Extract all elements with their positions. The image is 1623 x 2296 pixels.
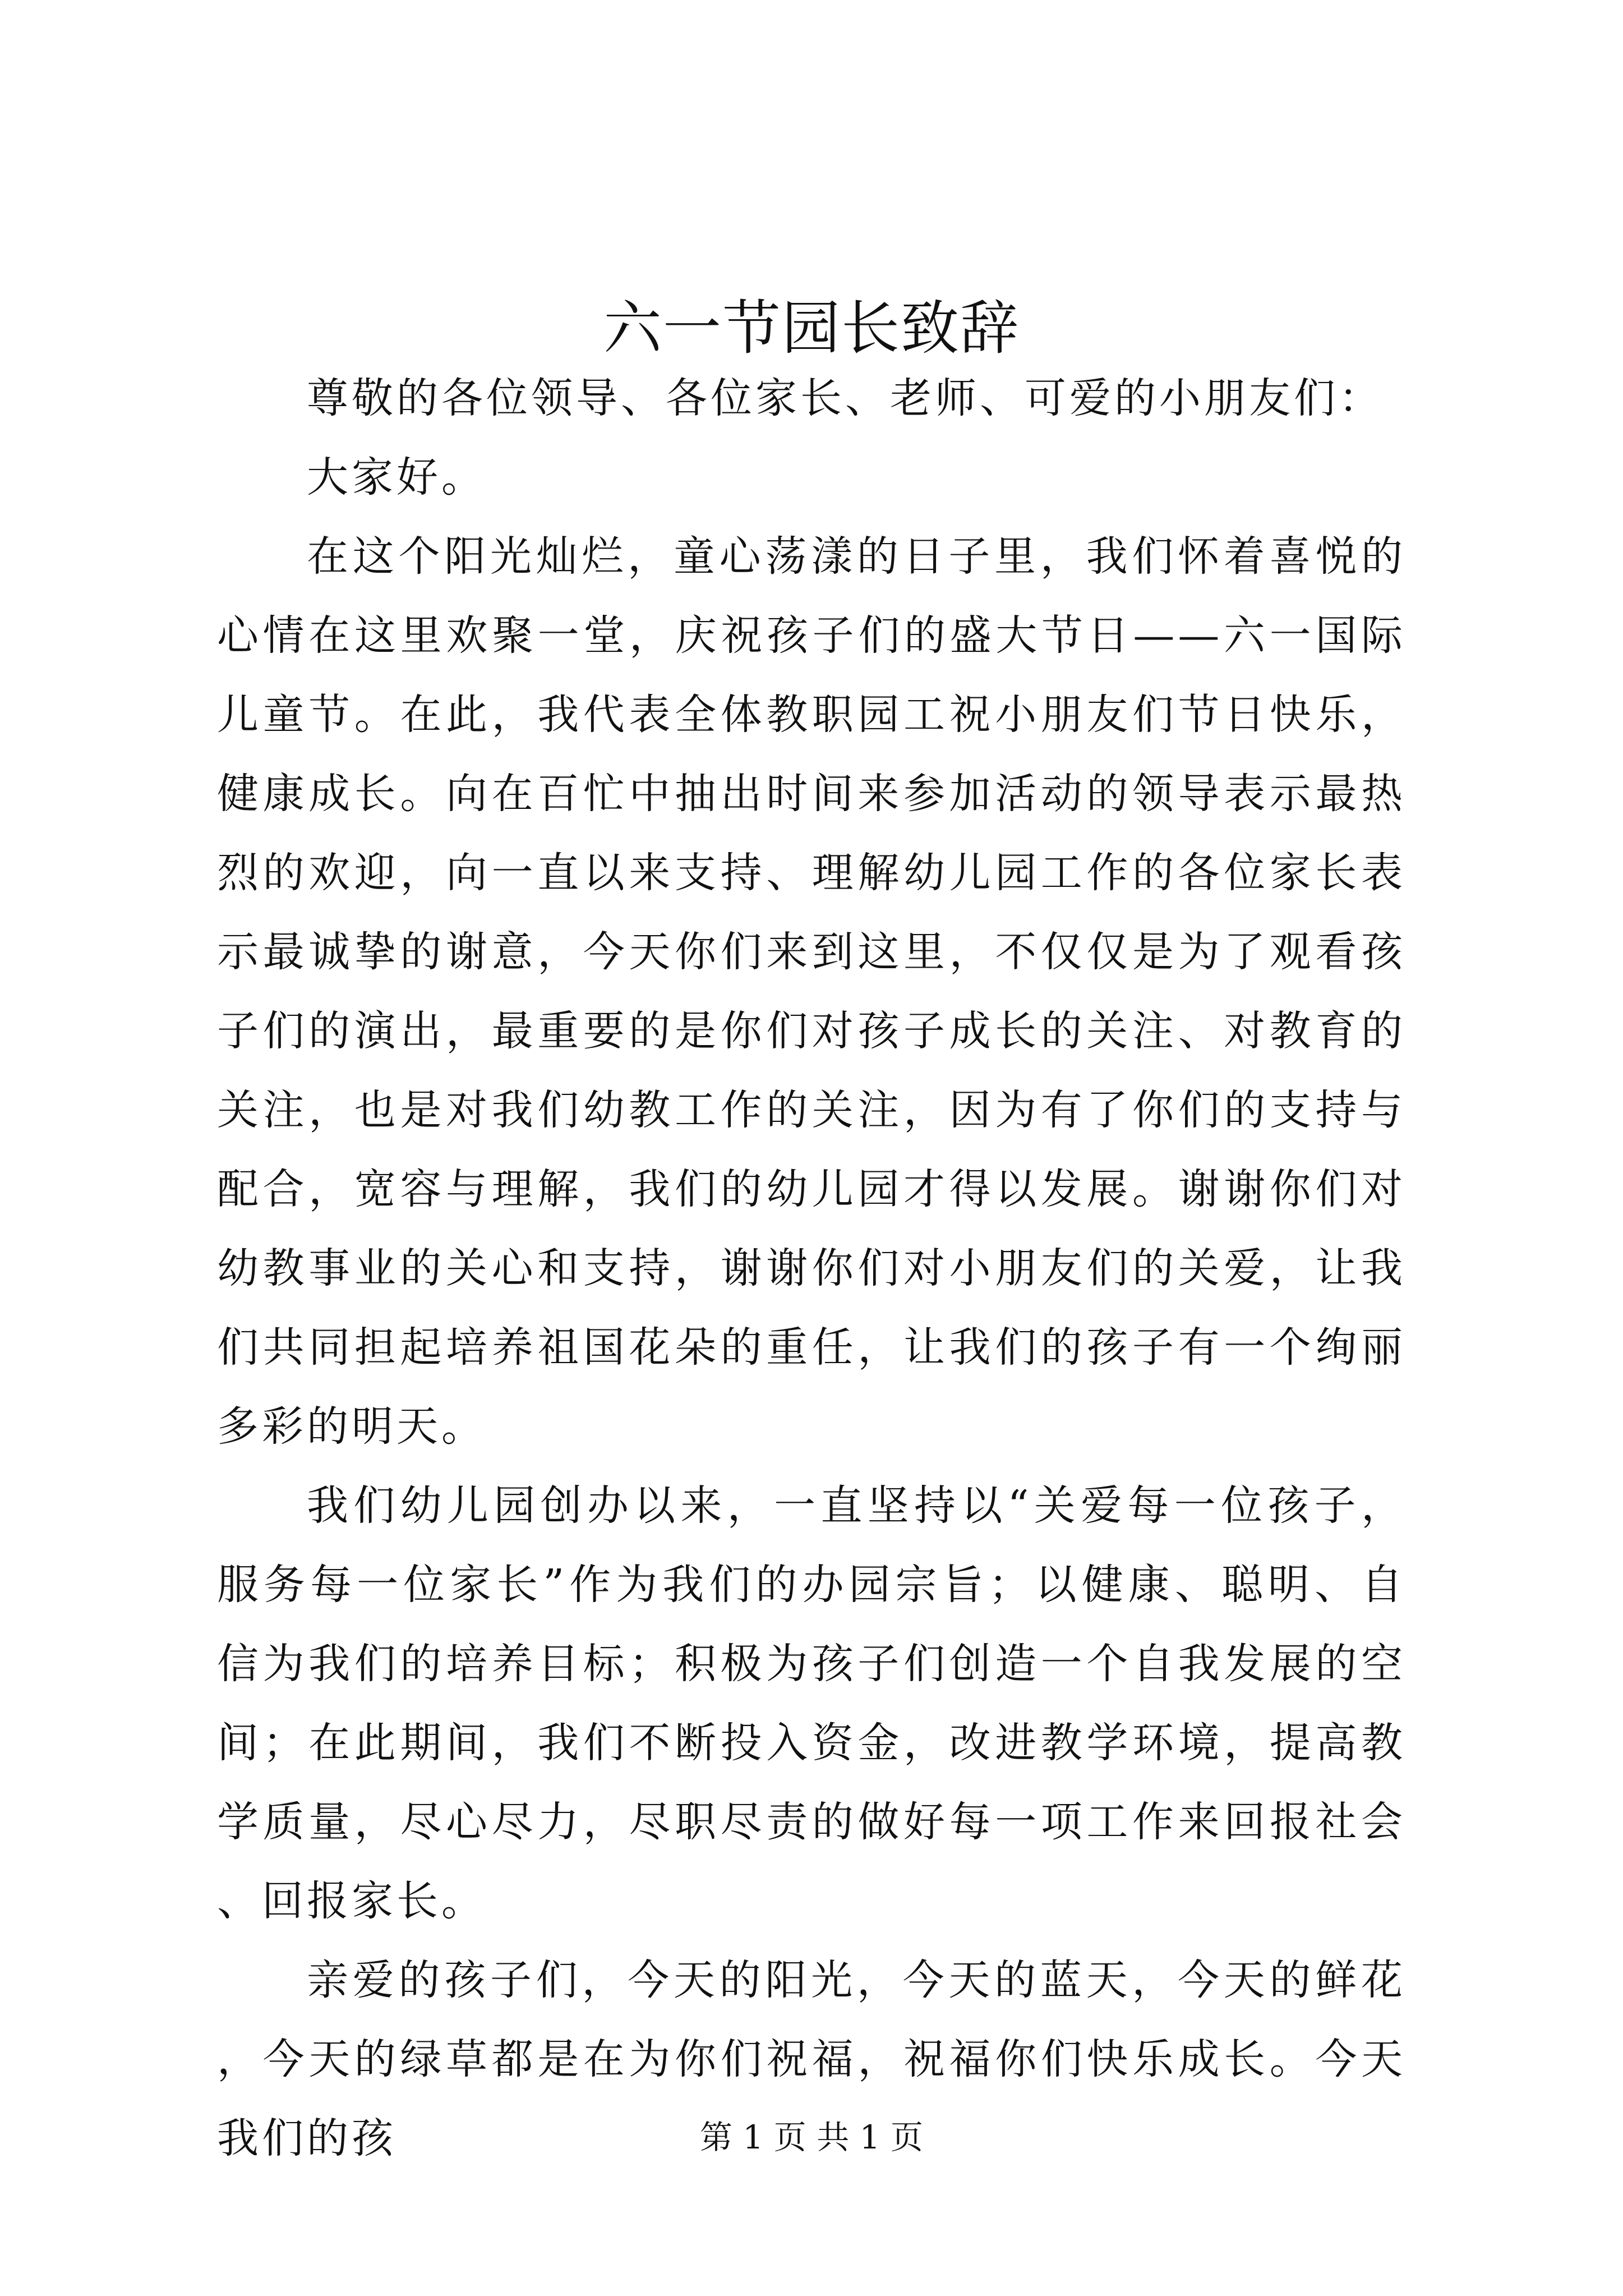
salutation-paragraph: 尊敬的各位领导、各位家长、老师、可爱的小朋友们： [307,374,1384,422]
document-title: 六一节园长致辞 [603,294,1020,362]
document-body [217,359,1406,2178]
body-paragraph-1: 在这个阳光灿烂，童心荡漾的日子里，我们怀着喜悦的心情在这里欢聚一堂，庆祝孩子们的盛大节日——六一国际儿童节。在此，我代表全体教职园工祝小朋友们节日快乐，健康成长。向在百忙中抽出时间来参加活动的领导表示最热烈的欢迎，向一直以来支持、理解幼儿园工作的各位家长表示最诚挚的谢意，今天你们来到这里，不仅仅是为了观看孩子们的演出，最重要的是你们对孩子成长的关注、对教育的关注，也是对我们幼教工作的关注，因为有了你们的支持与配合，宽容与理解，我们的幼儿园才得以发展。谢谢你们对幼教事业的关心和支持，谢谢你们对小朋友们的关爱，让我们共同担起培养祖国花朵的重任，让我们的孩子有一个绚丽多彩的明天。 [217,532,1406,1451]
body-paragraph-3: 亲爱的孩子们，今天的阳光，今天的蓝天，今天的鲜花，今天的绿草都是在为你们祝福，祝福你们快乐成长。今天我们的孩 [217,1956,1406,2162]
body-paragraph-2: 我们幼儿园创办以来，一直坚持以“关爱每一位孩子，服务每一位家长”作为我们的办园宗旨；以健康、聪明、自信为我们的培养目标；积极为孩子们创造一个自我发展的空间；在此期间，我们不断投入资金，改进教学环境，提高教学质量，尽心尽力，尽职尽责的做好每一项工作来回报社会、回报家长。 [217,1481,1406,1925]
greeting-paragraph: 大家好。 [307,453,486,501]
page-footer: 第 1 页 共 1 页 [700,2118,923,2156]
